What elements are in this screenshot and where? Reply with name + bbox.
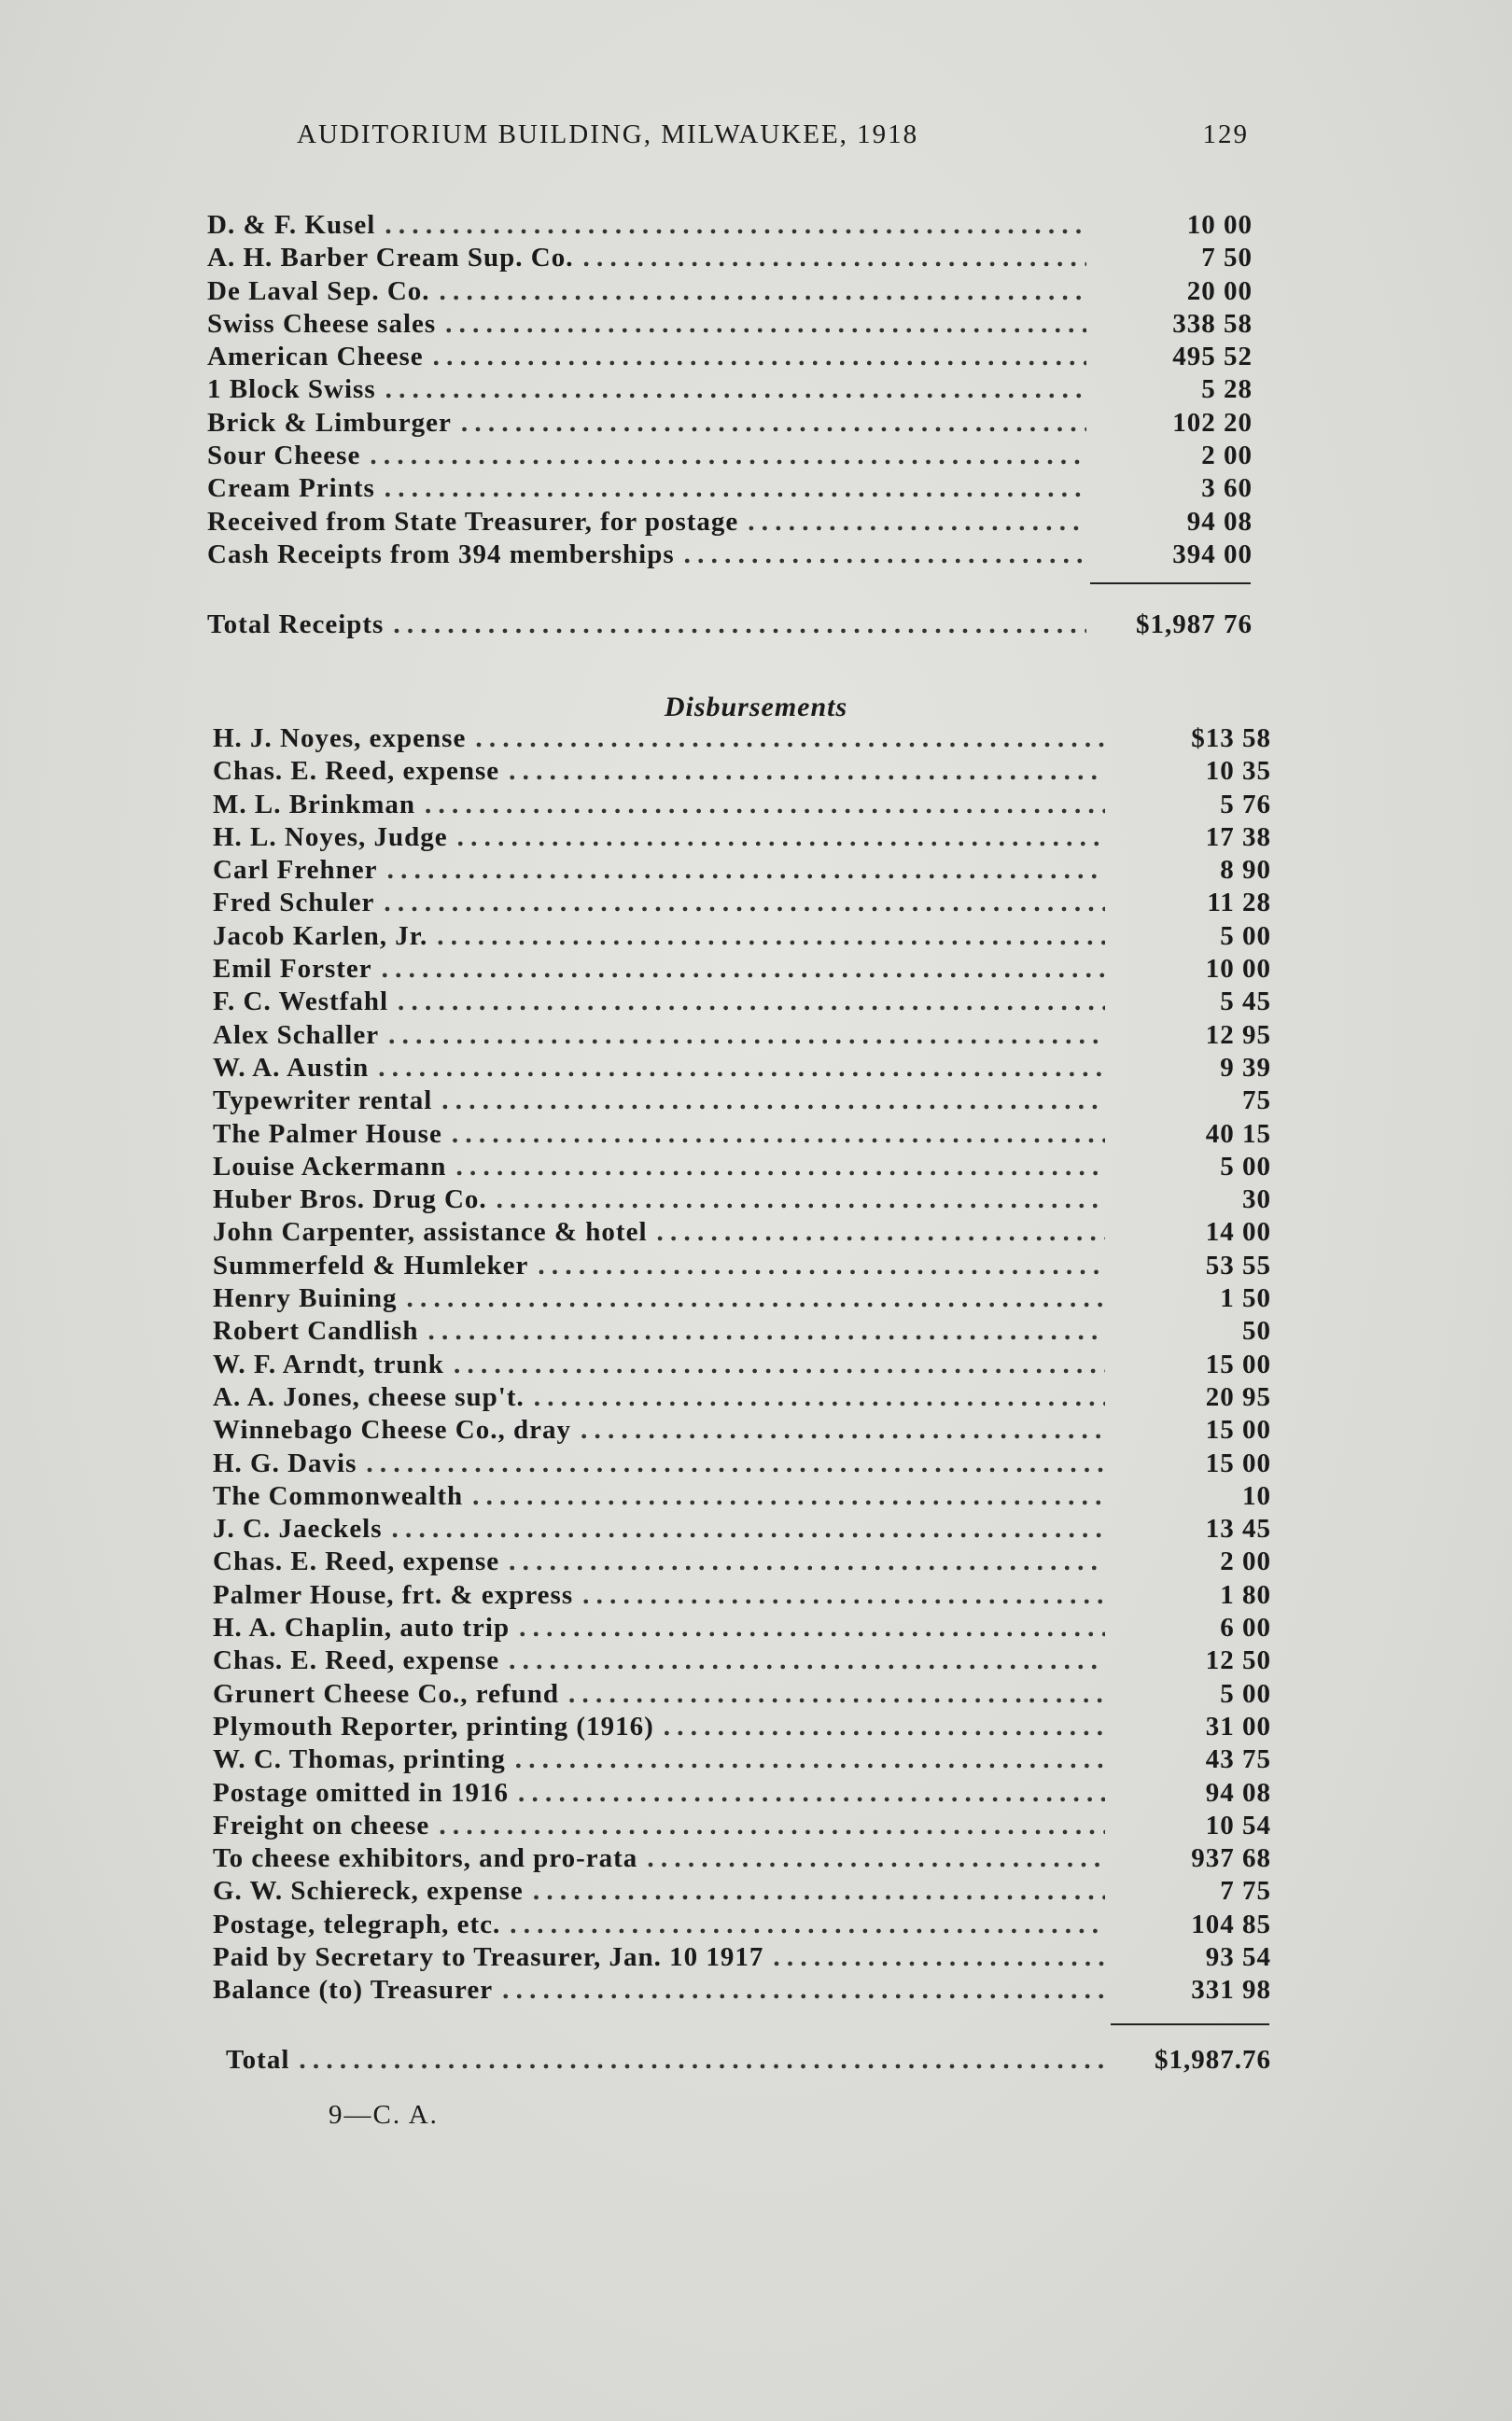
disbursements-list xyxy=(213,722,1271,2008)
entry-amount: 10 54 xyxy=(1205,1810,1271,1840)
entry-amount: 40 15 xyxy=(1205,1118,1271,1149)
entry-name: W. C. Thomas, printing xyxy=(213,1744,506,1775)
entry-amount: 94 08 xyxy=(1205,1777,1271,1808)
grand-total-row xyxy=(226,2044,1271,2077)
disbursement-row xyxy=(213,1480,1271,1513)
disbursement-row xyxy=(213,887,1271,919)
leader-dots xyxy=(509,1644,1105,1677)
entry-amount: 5 28 xyxy=(1201,374,1253,405)
entry-name: De Laval Sep. Co. xyxy=(207,275,430,306)
leader-dots xyxy=(385,472,1086,505)
entry-amount: 1 80 xyxy=(1220,1579,1271,1610)
entry-name: Paid by Secretary to Treasurer, Jan. 10 1917 xyxy=(213,1941,764,1972)
entry-amount: 75 xyxy=(1242,1085,1271,1116)
leader-dots xyxy=(437,920,1105,953)
entry-name: Emil Forster xyxy=(213,954,372,985)
entry-amount: 7 75 xyxy=(1220,1876,1271,1907)
entry-name: Total Receipts xyxy=(207,609,385,639)
disbursement-row xyxy=(213,1909,1271,1941)
entry-name: H. J. Noyes, expense xyxy=(213,723,467,753)
entry-name: Palmer House, frt. & express xyxy=(213,1579,574,1610)
disbursement-row xyxy=(213,1941,1271,1974)
entry-amount: 6 00 xyxy=(1220,1613,1271,1644)
disbursement-row xyxy=(213,1381,1271,1414)
entry-name: American Cheese xyxy=(207,342,424,372)
disbursement-row xyxy=(213,986,1271,1018)
receipts-list xyxy=(207,209,1253,571)
running-title: AUDITORIUM BUILDING, MILWAUKEE, 1918 xyxy=(297,119,919,149)
entry-amount: $13 58 xyxy=(1191,723,1271,753)
disbursement-row xyxy=(213,1579,1271,1612)
disbursement-row xyxy=(213,1151,1271,1183)
leader-dots xyxy=(425,789,1105,821)
entry-amount: 9 39 xyxy=(1220,1052,1271,1083)
leader-dots xyxy=(657,1216,1105,1249)
receipt-row xyxy=(207,275,1253,308)
receipt-row xyxy=(207,242,1253,274)
leader-dots xyxy=(378,1052,1105,1085)
entry-amount: 12 50 xyxy=(1205,1645,1271,1676)
disbursement-row xyxy=(213,1118,1271,1151)
leader-dots xyxy=(366,1448,1105,1480)
entry-amount: 93 54 xyxy=(1205,1941,1271,1972)
leader-dots xyxy=(647,1842,1105,1875)
entry-amount: 7 50 xyxy=(1201,243,1253,273)
leader-dots xyxy=(427,1315,1105,1348)
entry-name: G. W. Schiereck, expense xyxy=(213,1876,524,1907)
receipt-row xyxy=(207,373,1253,406)
leader-dots xyxy=(457,821,1105,854)
leader-dots xyxy=(452,1118,1105,1151)
entry-name: J. C. Jaeckels xyxy=(213,1514,383,1545)
entry-name: Brick & Limburger xyxy=(207,407,452,438)
receipt-row xyxy=(207,407,1253,440)
leader-dots xyxy=(445,308,1086,341)
entry-name: 1 Block Swiss xyxy=(207,374,376,405)
disbursement-row xyxy=(213,1414,1271,1447)
entry-name: Sour Cheese xyxy=(207,441,361,471)
entry-name: Chas. E. Reed, expense xyxy=(213,1645,500,1676)
entry-amount: 1 50 xyxy=(1220,1283,1271,1314)
entry-amount: 31 00 xyxy=(1205,1711,1271,1742)
entry-amount: 12 95 xyxy=(1205,1019,1271,1050)
leader-dots xyxy=(382,953,1105,986)
disbursement-row xyxy=(213,920,1271,953)
disbursement-row xyxy=(213,854,1271,887)
disbursement-row xyxy=(213,1875,1271,1908)
leader-dots xyxy=(684,539,1086,571)
disbursement-row xyxy=(213,1711,1271,1743)
entry-amount: 5 00 xyxy=(1220,1678,1271,1709)
entry-name: The Commonwealth xyxy=(213,1480,464,1511)
total-receipts-line xyxy=(207,609,1253,641)
entry-name: Henry Buining xyxy=(213,1283,398,1314)
entry-name: Jacob Karlen, Jr. xyxy=(213,920,428,951)
receipts-total-rule xyxy=(1090,582,1251,584)
entry-name: Balance (to) Treasurer xyxy=(213,1975,494,2006)
leader-dots xyxy=(455,1151,1105,1183)
entry-name: Robert Candlish xyxy=(213,1316,419,1347)
entry-amount: 30 xyxy=(1242,1184,1271,1215)
entry-name: Postage, telegraph, etc. xyxy=(213,1909,501,1939)
entry-amount: 10 00 xyxy=(1205,954,1271,985)
entry-name: H. A. Chaplin, auto trip xyxy=(213,1613,511,1644)
entry-amount: 2 00 xyxy=(1201,441,1253,471)
entry-name: To cheese exhibitors, and pro-rata xyxy=(213,1843,638,1874)
disbursement-row xyxy=(213,1315,1271,1348)
receipt-row xyxy=(207,308,1253,341)
entry-name: The Palmer House xyxy=(213,1118,442,1149)
leader-dots xyxy=(407,1282,1105,1315)
entry-amount: 94 08 xyxy=(1186,506,1253,537)
entry-name: Freight on cheese xyxy=(213,1810,430,1840)
entry-amount: 13 45 xyxy=(1205,1514,1271,1545)
leader-dots xyxy=(519,1612,1105,1644)
leader-dots xyxy=(582,1579,1105,1612)
leader-dots xyxy=(475,722,1105,755)
entry-amount: 2 00 xyxy=(1220,1546,1271,1577)
disbursement-row xyxy=(213,789,1271,821)
entry-amount: $1,987 76 xyxy=(1136,609,1253,639)
entry-name: Louise Ackermann xyxy=(213,1151,447,1182)
disbursement-row xyxy=(213,1810,1271,1842)
leader-dots xyxy=(439,1810,1105,1842)
entry-name: Plymouth Reporter, printing (1916) xyxy=(213,1711,654,1742)
leader-dots xyxy=(748,506,1086,539)
entry-name: W. A. Austin xyxy=(213,1052,370,1083)
entry-amount: 20 95 xyxy=(1205,1381,1271,1412)
grand-total-line xyxy=(226,2044,1271,2077)
entry-amount: 3 60 xyxy=(1201,473,1253,504)
entry-amount: 43 75 xyxy=(1205,1744,1271,1775)
page-header xyxy=(297,119,1249,150)
entry-name: Cash Receipts from 394 memberships xyxy=(207,539,675,569)
leader-dots xyxy=(441,1085,1105,1117)
entry-name: Carl Frehner xyxy=(213,855,378,886)
entry-amount: 5 00 xyxy=(1220,920,1271,951)
entry-name: A. A. Jones, cheese sup't. xyxy=(213,1381,525,1412)
leader-dots xyxy=(497,1183,1105,1216)
leader-dots xyxy=(664,1711,1105,1743)
disbursement-row xyxy=(213,821,1271,854)
entry-amount: 338 58 xyxy=(1172,308,1253,339)
leader-dots xyxy=(773,1941,1105,1974)
entry-name: A. H. Barber Cream Sup. Co. xyxy=(207,243,574,273)
entry-amount: 11 28 xyxy=(1207,888,1271,918)
page-number: 129 xyxy=(1202,119,1249,149)
leader-dots xyxy=(385,209,1086,242)
disbursement-row xyxy=(213,1513,1271,1546)
leader-dots xyxy=(387,854,1105,887)
leader-dots xyxy=(472,1480,1105,1513)
entry-name: Winnebago Cheese Co., dray xyxy=(213,1415,571,1446)
leader-dots xyxy=(509,755,1105,788)
entry-amount: 20 00 xyxy=(1186,275,1253,306)
receipt-row xyxy=(207,440,1253,472)
leader-dots xyxy=(510,1909,1105,1941)
disbursement-row xyxy=(213,1085,1271,1117)
entry-name: W. F. Arndt, trunk xyxy=(213,1349,444,1379)
entry-name: Huber Bros. Drug Co. xyxy=(213,1184,487,1215)
disbursement-row xyxy=(213,1052,1271,1085)
disbursement-row xyxy=(213,1019,1271,1052)
entry-name: M. L. Brinkman xyxy=(213,789,416,819)
disbursement-row xyxy=(213,722,1271,755)
entry-amount: 5 76 xyxy=(1220,789,1271,819)
receipt-row xyxy=(207,539,1253,571)
leader-dots xyxy=(461,407,1086,440)
disbursement-row xyxy=(213,1743,1271,1776)
entry-amount: 53 55 xyxy=(1205,1250,1271,1280)
disbursement-row xyxy=(213,1448,1271,1480)
entry-amount: 10 00 xyxy=(1186,210,1253,240)
receipt-row xyxy=(207,472,1253,505)
entry-amount: 15 00 xyxy=(1205,1448,1271,1478)
leader-dots xyxy=(533,1875,1105,1908)
leader-dots xyxy=(393,609,1086,641)
entry-amount: 5 00 xyxy=(1220,1151,1271,1182)
entry-name: John Carpenter, assistance & hotel xyxy=(213,1217,648,1248)
disbursement-row xyxy=(213,755,1271,788)
entry-amount: 5 45 xyxy=(1220,987,1271,1017)
disbursement-row xyxy=(213,1842,1271,1875)
leader-dots xyxy=(454,1349,1105,1381)
entry-amount: 15 00 xyxy=(1205,1349,1271,1379)
entry-name: D. & F. Kusel xyxy=(207,210,376,240)
disbursement-row xyxy=(213,1546,1271,1578)
disbursement-row xyxy=(213,1349,1271,1381)
leader-dots xyxy=(433,341,1086,373)
leader-dots xyxy=(385,373,1086,406)
leader-dots xyxy=(370,440,1086,472)
leader-dots xyxy=(502,1974,1105,2007)
entry-amount: 102 20 xyxy=(1172,407,1253,438)
entry-amount: 104 85 xyxy=(1191,1909,1271,1939)
entry-name: Cream Prints xyxy=(207,473,375,504)
leader-dots xyxy=(538,1250,1105,1282)
leader-dots xyxy=(568,1678,1105,1711)
leader-dots xyxy=(582,242,1086,274)
entry-name: H. G. Davis xyxy=(213,1448,357,1478)
disbursement-row xyxy=(213,1612,1271,1644)
leader-dots xyxy=(534,1381,1105,1414)
entry-amount: 937 68 xyxy=(1191,1843,1271,1874)
entry-name: Total xyxy=(226,2045,290,2075)
entry-name: Chas. E. Reed, expense xyxy=(213,1546,500,1577)
disbursements-total-rule xyxy=(1111,2023,1269,2025)
entry-name: Chas. E. Reed, expense xyxy=(213,756,500,787)
disbursement-row xyxy=(213,1250,1271,1282)
entry-amount: 10 35 xyxy=(1205,756,1271,787)
entry-amount: 17 38 xyxy=(1205,821,1271,852)
leader-dots xyxy=(388,1019,1105,1052)
entry-name: Postage omitted in 1916 xyxy=(213,1777,509,1808)
disbursement-row xyxy=(213,1282,1271,1315)
entry-name: Grunert Cheese Co., refund xyxy=(213,1678,560,1709)
entry-name: Swiss Cheese sales xyxy=(207,308,437,339)
entry-name: Summerfeld & Humleker xyxy=(213,1250,529,1280)
leader-dots xyxy=(440,275,1086,308)
entry-amount: 14 00 xyxy=(1205,1217,1271,1248)
receipt-row xyxy=(207,506,1253,539)
entry-amount: 50 xyxy=(1242,1316,1271,1347)
leader-dots xyxy=(392,1513,1105,1546)
entry-name: Fred Schuler xyxy=(213,888,375,918)
entry-amount: $1,987.76 xyxy=(1155,2045,1271,2075)
entry-name: Alex Schaller xyxy=(213,1019,380,1050)
entry-name: F. C. Westfahl xyxy=(213,987,389,1017)
leader-dots xyxy=(509,1546,1105,1578)
leader-dots xyxy=(398,986,1105,1018)
entry-amount: 331 98 xyxy=(1191,1975,1271,2006)
disbursement-row xyxy=(213,953,1271,986)
entry-amount: 495 52 xyxy=(1172,342,1253,372)
total-receipts-row xyxy=(207,609,1253,641)
entry-name: Received from State Treasurer, for postage xyxy=(207,506,739,537)
leader-dots xyxy=(581,1414,1105,1447)
leader-dots xyxy=(518,1777,1105,1810)
leader-dots xyxy=(515,1743,1105,1776)
disbursement-row xyxy=(213,1216,1271,1249)
disbursement-row xyxy=(213,1974,1271,2007)
entry-amount: 10 xyxy=(1242,1480,1271,1511)
disbursement-row xyxy=(213,1777,1271,1810)
entry-amount: 394 00 xyxy=(1172,539,1253,569)
entry-amount: 8 90 xyxy=(1220,855,1271,886)
disbursements-heading: Disbursements xyxy=(664,692,848,722)
receipt-row xyxy=(207,209,1253,242)
entry-amount: 15 00 xyxy=(1205,1415,1271,1446)
leader-dots xyxy=(299,2044,1105,2077)
disbursement-row xyxy=(213,1678,1271,1711)
receipt-row xyxy=(207,341,1253,373)
signature-mark: 9—C. A. xyxy=(329,2100,439,2130)
disbursement-row xyxy=(213,1644,1271,1677)
entry-name: Typewriter rental xyxy=(213,1085,433,1116)
disbursement-row xyxy=(213,1183,1271,1216)
entry-name: H. L. Noyes, Judge xyxy=(213,821,448,852)
leader-dots xyxy=(384,887,1105,919)
